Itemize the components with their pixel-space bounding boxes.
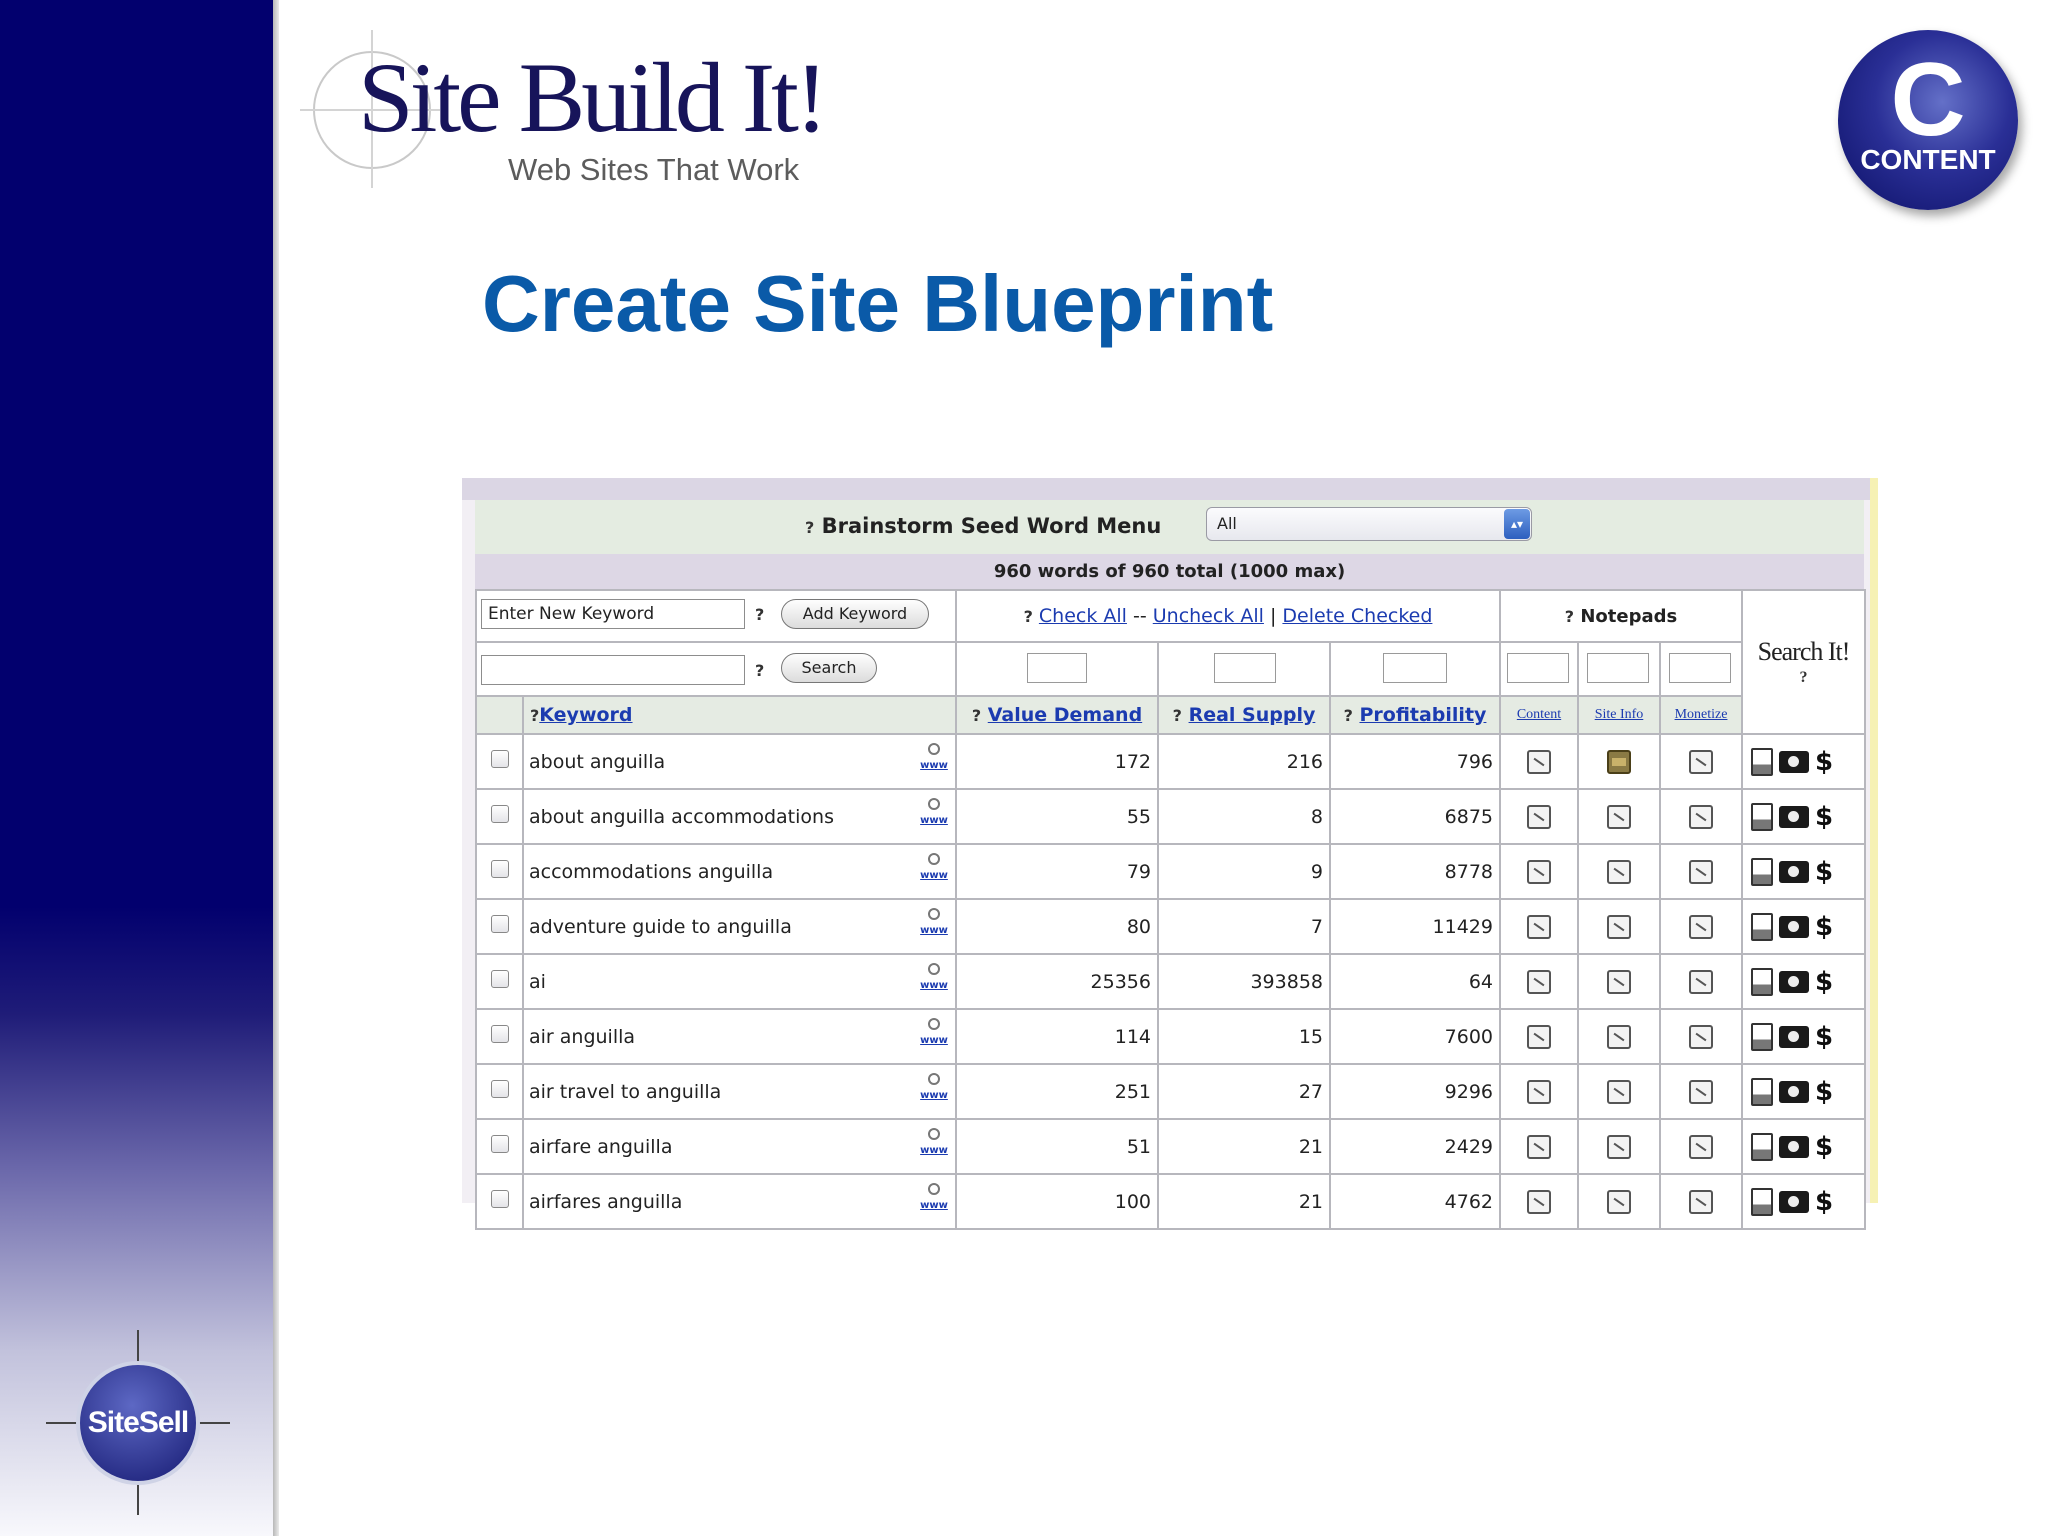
real-supply-cell: 21 xyxy=(1158,1119,1330,1174)
sort-keyword-link[interactable]: Keyword xyxy=(539,704,633,726)
www-search-icon[interactable] xyxy=(918,1018,950,1054)
table-row xyxy=(476,899,1865,954)
keyword-cell xyxy=(523,1119,956,1174)
help-icon[interactable]: ? xyxy=(1023,607,1033,626)
row-check-cell xyxy=(476,1064,523,1119)
header-real-supply xyxy=(1158,696,1330,734)
camera-icon[interactable] xyxy=(1779,751,1809,773)
search-it-actions-cell xyxy=(1742,954,1865,1009)
site-info-notepad-icon[interactable] xyxy=(1607,860,1631,884)
keyword-text: air travel to anguilla xyxy=(529,1080,722,1103)
search-it-actions-cell xyxy=(1742,1119,1865,1174)
site-info-notepad-icon[interactable] xyxy=(1607,1190,1631,1214)
www-label: www xyxy=(920,760,948,771)
monetize-notepad-icon[interactable] xyxy=(1689,1135,1713,1159)
monetize-cell xyxy=(1660,1009,1742,1064)
monetize-cell xyxy=(1660,1064,1742,1119)
keyword-tool-panel xyxy=(462,478,1878,1217)
logo-subtitle: Web Sites That Work xyxy=(508,152,800,187)
row-check-cell xyxy=(476,844,523,899)
dollar-icon[interactable]: $ xyxy=(1815,966,1834,997)
sort-profitability-link[interactable]: Profitability xyxy=(1359,704,1487,726)
site-info-cell xyxy=(1578,1009,1660,1064)
sitesell-logo xyxy=(38,1330,238,1530)
row-check-cell xyxy=(476,954,523,1009)
word-count: 960 words of 960 total (1000 max) xyxy=(993,561,1346,582)
site-info-notepad-icon[interactable] xyxy=(1607,1135,1631,1159)
site-info-notepad-icon[interactable] xyxy=(1607,1025,1631,1049)
keyword-text: airfare anguilla xyxy=(529,1135,673,1158)
monetize-notepad-icon[interactable] xyxy=(1689,970,1713,994)
notepads-cell xyxy=(1500,590,1742,642)
real-supply-cell: 393858 xyxy=(1158,954,1330,1009)
magnifier-icon xyxy=(928,743,940,755)
table-row xyxy=(476,954,1865,1009)
monetize-notepad-icon[interactable] xyxy=(1689,1080,1713,1104)
content-cell xyxy=(1500,899,1578,954)
www-label: www xyxy=(920,1145,948,1156)
search-it-actions-cell xyxy=(1742,1064,1865,1119)
panel-right-edge xyxy=(1870,478,1878,1203)
camera-icon[interactable] xyxy=(1779,1136,1809,1158)
site-info-cell xyxy=(1578,954,1660,1009)
content-notepad-icon[interactable] xyxy=(1527,1080,1551,1104)
add-keyword-button[interactable]: Add Keyword xyxy=(781,599,929,629)
keyword-text: about anguilla accommodations xyxy=(529,805,834,828)
keyword-cell xyxy=(523,899,956,954)
page-title: Create Site Blueprint xyxy=(482,259,1274,348)
www-label: www xyxy=(920,815,948,826)
real-supply-cell: 27 xyxy=(1158,1064,1330,1119)
value-demand-cell: 251 xyxy=(956,1064,1158,1119)
real-supply-cell: 15 xyxy=(1158,1009,1330,1064)
content-cell xyxy=(1500,1119,1578,1174)
keyword-rows xyxy=(476,734,1865,1229)
panel-top-band xyxy=(462,478,1878,500)
monetize-cell xyxy=(1660,789,1742,844)
value-demand-cell: 172 xyxy=(956,734,1158,789)
dollar-icon[interactable]: $ xyxy=(1815,801,1834,832)
left-sidebar-bar xyxy=(0,0,273,1536)
filter-profit-input[interactable] xyxy=(1383,653,1447,683)
www-search-icon[interactable] xyxy=(918,743,950,779)
www-search-icon[interactable] xyxy=(918,798,950,834)
camera-icon[interactable] xyxy=(1779,1026,1809,1048)
site-info-cell xyxy=(1578,899,1660,954)
filter-supply-input[interactable] xyxy=(1214,653,1276,683)
keyword-cell xyxy=(523,844,956,899)
seed-menu-label xyxy=(805,514,1161,538)
search-input[interactable] xyxy=(481,655,745,685)
row-check-cell xyxy=(476,1119,523,1174)
row-checkbox[interactable] xyxy=(491,1190,509,1208)
header-content xyxy=(1500,696,1578,734)
magnifier-icon xyxy=(928,1128,940,1140)
help-icon[interactable]: ? xyxy=(1172,706,1182,725)
www-label: www xyxy=(920,980,948,991)
header-monetize xyxy=(1660,696,1742,734)
content-cell xyxy=(1500,734,1578,789)
filter-profit-cell xyxy=(1330,642,1500,696)
filter-content-input[interactable] xyxy=(1507,653,1569,683)
monetize-notepad-icon[interactable] xyxy=(1689,1190,1713,1214)
sitesell-label: SiteSell xyxy=(87,1406,189,1439)
keyword-text: accommodations anguilla xyxy=(529,860,774,883)
monetize-notepad-icon[interactable] xyxy=(1689,860,1713,884)
content-cell xyxy=(1500,844,1578,899)
filter-monetize-cell xyxy=(1660,642,1742,696)
filter-monetize-input[interactable] xyxy=(1669,653,1731,683)
table-row xyxy=(476,734,1865,789)
camera-icon[interactable] xyxy=(1779,861,1809,883)
help-icon[interactable]: ? xyxy=(755,605,765,624)
help-icon[interactable]: ? xyxy=(1799,669,1808,687)
magnifier-icon xyxy=(928,1183,940,1195)
profitability-cell: 9296 xyxy=(1330,1064,1500,1119)
keyword-cell xyxy=(523,1064,956,1119)
www-search-icon[interactable] xyxy=(918,963,950,999)
content-badge xyxy=(1838,30,2018,210)
notes-icon[interactable] xyxy=(1751,913,1773,941)
keyword-cell xyxy=(523,789,956,844)
site-info-cell xyxy=(1578,789,1660,844)
site-info-cell xyxy=(1578,734,1660,789)
help-icon[interactable]: ? xyxy=(1564,606,1575,626)
row-check-cell xyxy=(476,734,523,789)
www-search-icon[interactable] xyxy=(918,1183,950,1219)
notes-icon[interactable] xyxy=(1751,858,1773,886)
keyword-text: air anguilla xyxy=(529,1025,636,1048)
row-check-cell xyxy=(476,1174,523,1229)
real-supply-cell: 21 xyxy=(1158,1174,1330,1229)
search-it-actions-cell xyxy=(1742,844,1865,899)
site-info-notepad-icon[interactable] xyxy=(1607,970,1631,994)
monetize-cell xyxy=(1660,844,1742,899)
www-label: www xyxy=(920,1200,948,1211)
profitability-cell: 7600 xyxy=(1330,1009,1500,1064)
pipe-separator: | xyxy=(1269,605,1277,627)
seed-menu-text: Brainstorm Seed Word Menu xyxy=(821,514,1162,538)
row-checkbox[interactable] xyxy=(491,1135,509,1153)
site-info-notepad-icon[interactable] xyxy=(1607,1080,1631,1104)
profitability-cell: 2429 xyxy=(1330,1119,1500,1174)
table-row xyxy=(476,1009,1865,1064)
monetize-notepad-icon[interactable] xyxy=(1689,1025,1713,1049)
value-demand-cell: 55 xyxy=(956,789,1158,844)
table-row xyxy=(476,1119,1865,1174)
table-row xyxy=(476,789,1865,844)
monetize-cell xyxy=(1660,899,1742,954)
content-cell xyxy=(1500,789,1578,844)
content-notepad-icon[interactable] xyxy=(1527,750,1551,774)
filter-content-cell xyxy=(1500,642,1578,696)
row-check-cell xyxy=(476,1009,523,1064)
camera-icon[interactable] xyxy=(1779,1081,1809,1103)
filter-siteinfo-cell xyxy=(1578,642,1660,696)
seed-menu-select[interactable] xyxy=(1206,507,1532,541)
keyword-text: adventure guide to anguilla xyxy=(529,915,792,938)
notes-icon[interactable] xyxy=(1751,1078,1773,1106)
content-notepad-icon[interactable] xyxy=(1527,1025,1551,1049)
sort-monetize-link[interactable]: Monetize xyxy=(1674,707,1728,722)
magnifier-icon xyxy=(928,1073,940,1085)
help-icon[interactable]: ? xyxy=(1343,706,1353,725)
content-notepad-icon[interactable] xyxy=(1527,805,1551,829)
select-arrows-icon: ▴▾ xyxy=(1504,509,1530,539)
profitability-cell: 6875 xyxy=(1330,789,1500,844)
filter-siteinfo-input[interactable] xyxy=(1587,653,1649,683)
badge-letter: C xyxy=(1890,42,1966,158)
real-supply-cell: 9 xyxy=(1158,844,1330,899)
site-info-notepad-icon[interactable] xyxy=(1607,750,1631,774)
header-value-demand xyxy=(956,696,1158,734)
row-check-cell xyxy=(476,899,523,954)
value-demand-cell: 25356 xyxy=(956,954,1158,1009)
content-cell xyxy=(1500,1009,1578,1064)
notes-icon[interactable] xyxy=(1751,1023,1773,1051)
seed-menu-row xyxy=(475,500,1864,554)
monetize-cell xyxy=(1660,734,1742,789)
www-search-icon[interactable] xyxy=(918,1128,950,1164)
site-info-notepad-icon[interactable] xyxy=(1607,805,1631,829)
sort-value-demand-link[interactable]: Value Demand xyxy=(987,704,1143,726)
www-label: www xyxy=(920,925,948,936)
monetize-notepad-icon[interactable] xyxy=(1689,915,1713,939)
magnifier-icon xyxy=(928,908,940,920)
header-profitability xyxy=(1330,696,1500,734)
content-notepad-icon[interactable] xyxy=(1527,1135,1551,1159)
dollar-icon[interactable]: $ xyxy=(1815,911,1834,942)
row-checkbox[interactable] xyxy=(491,915,509,933)
check-separator: -- xyxy=(1132,605,1147,627)
help-icon[interactable]: ? xyxy=(755,661,765,680)
value-demand-cell: 79 xyxy=(956,844,1158,899)
keyword-table xyxy=(475,589,1866,1230)
table-row xyxy=(476,1064,1865,1119)
filter-demand-input[interactable] xyxy=(1027,653,1087,683)
seed-menu-value: All xyxy=(1217,514,1237,533)
header-keyword xyxy=(523,696,956,734)
profitability-cell: 8778 xyxy=(1330,844,1500,899)
row-checkbox[interactable] xyxy=(491,970,509,988)
help-icon[interactable]: ? xyxy=(530,706,540,725)
notes-icon[interactable] xyxy=(1751,1188,1773,1216)
keyword-text: airfares anguilla xyxy=(529,1190,683,1213)
www-label: www xyxy=(920,1090,948,1101)
search-it-label: Search It! xyxy=(1757,636,1850,666)
sidebar-edge xyxy=(273,0,279,1536)
delete-checked-link[interactable]: Delete Checked xyxy=(1282,605,1433,627)
monetize-cell xyxy=(1660,1174,1742,1229)
row-checkbox[interactable] xyxy=(491,1025,509,1043)
dollar-icon[interactable]: $ xyxy=(1815,1131,1834,1162)
sort-content-link[interactable]: Content xyxy=(1516,707,1562,722)
logo-title: Site Build It! xyxy=(358,42,825,153)
www-label: www xyxy=(920,870,948,881)
magnifier-icon xyxy=(928,853,940,865)
site-info-cell xyxy=(1578,844,1660,899)
sitebuildit-logo xyxy=(300,30,825,200)
dollar-icon[interactable]: $ xyxy=(1815,1076,1834,1107)
value-demand-cell: 80 xyxy=(956,899,1158,954)
search-button[interactable]: Search xyxy=(781,653,877,683)
dollar-icon[interactable]: $ xyxy=(1815,856,1834,887)
sort-real-supply-link[interactable]: Real Supply xyxy=(1188,704,1316,726)
site-info-cell xyxy=(1578,1174,1660,1229)
keyword-cell xyxy=(523,1009,956,1064)
content-cell xyxy=(1500,954,1578,1009)
content-notepad-icon[interactable] xyxy=(1527,860,1551,884)
magnifier-icon xyxy=(928,798,940,810)
value-demand-cell: 51 xyxy=(956,1119,1158,1174)
search-it-actions-cell xyxy=(1742,1174,1865,1229)
content-cell xyxy=(1500,1174,1578,1229)
dollar-icon[interactable]: $ xyxy=(1815,1021,1834,1052)
keyword-text: about anguilla xyxy=(529,750,666,773)
monetize-notepad-icon[interactable] xyxy=(1689,805,1713,829)
real-supply-cell: 7 xyxy=(1158,899,1330,954)
profitability-cell: 796 xyxy=(1330,734,1500,789)
notes-icon[interactable] xyxy=(1751,803,1773,831)
header-check-col xyxy=(476,696,523,734)
camera-icon[interactable] xyxy=(1779,916,1809,938)
search-it-actions-cell xyxy=(1742,899,1865,954)
keyword-text: ai xyxy=(529,970,546,993)
search-cell xyxy=(476,642,956,696)
camera-icon[interactable] xyxy=(1779,806,1809,828)
sort-site-info-link[interactable]: Site Info xyxy=(1594,707,1644,722)
dollar-icon[interactable]: $ xyxy=(1815,746,1834,777)
check-controls-cell xyxy=(956,590,1500,642)
check-all-link[interactable]: Check All xyxy=(1038,605,1127,627)
monetize-cell xyxy=(1660,954,1742,1009)
notes-icon[interactable] xyxy=(1751,748,1773,776)
site-info-notepad-icon[interactable] xyxy=(1607,915,1631,939)
content-cell xyxy=(1500,1064,1578,1119)
dollar-icon[interactable]: $ xyxy=(1815,1186,1834,1217)
content-notepad-icon[interactable] xyxy=(1527,915,1551,939)
www-search-icon[interactable] xyxy=(918,853,950,889)
profitability-cell: 4762 xyxy=(1330,1174,1500,1229)
row-checkbox[interactable] xyxy=(491,805,509,823)
site-info-cell xyxy=(1578,1064,1660,1119)
filter-demand-cell xyxy=(956,642,1158,696)
row-checkbox[interactable] xyxy=(491,750,509,768)
table-row xyxy=(476,1174,1865,1229)
camera-icon[interactable] xyxy=(1779,1191,1809,1213)
magnifier-icon xyxy=(928,1018,940,1030)
search-it-actions-cell xyxy=(1742,1009,1865,1064)
magnifier-icon xyxy=(928,963,940,975)
new-keyword-cell xyxy=(476,590,956,642)
notes-icon[interactable] xyxy=(1751,968,1773,996)
value-demand-cell: 100 xyxy=(956,1174,1158,1229)
profitability-cell: 64 xyxy=(1330,954,1500,1009)
notepads-label: Notepads xyxy=(1580,605,1678,627)
monetize-cell xyxy=(1660,1119,1742,1174)
help-icon[interactable]: ? xyxy=(971,706,982,725)
table-row xyxy=(476,844,1865,899)
monetize-notepad-icon[interactable] xyxy=(1689,750,1713,774)
keyword-cell xyxy=(523,734,956,789)
notes-icon[interactable] xyxy=(1751,1133,1773,1161)
www-label: www xyxy=(920,1035,948,1046)
profitability-cell: 11429 xyxy=(1330,899,1500,954)
value-demand-cell: 114 xyxy=(956,1009,1158,1064)
search-it-actions-cell xyxy=(1742,734,1865,789)
row-check-cell xyxy=(476,789,523,844)
content-notepad-icon[interactable] xyxy=(1527,1190,1551,1214)
help-icon[interactable]: ? xyxy=(805,518,815,537)
site-info-cell xyxy=(1578,1119,1660,1174)
row-checkbox[interactable] xyxy=(491,1080,509,1098)
search-it-cell xyxy=(1742,590,1865,734)
content-notepad-icon[interactable] xyxy=(1527,970,1551,994)
search-it-actions-cell xyxy=(1742,789,1865,844)
uncheck-all-link[interactable]: Uncheck All xyxy=(1152,605,1264,627)
row-checkbox[interactable] xyxy=(491,860,509,878)
word-count-row xyxy=(475,554,1864,589)
real-supply-cell: 8 xyxy=(1158,789,1330,844)
real-supply-cell: 216 xyxy=(1158,734,1330,789)
badge-label: CONTENT xyxy=(1860,144,1996,175)
keyword-cell xyxy=(523,954,956,1009)
header-site-info xyxy=(1578,696,1660,734)
keyword-cell xyxy=(523,1174,956,1229)
new-keyword-input[interactable]: Enter New Keyword xyxy=(481,599,745,629)
www-search-icon[interactable] xyxy=(918,908,950,944)
filter-supply-cell xyxy=(1158,642,1330,696)
www-search-icon[interactable] xyxy=(918,1073,950,1109)
camera-icon[interactable] xyxy=(1779,971,1809,993)
